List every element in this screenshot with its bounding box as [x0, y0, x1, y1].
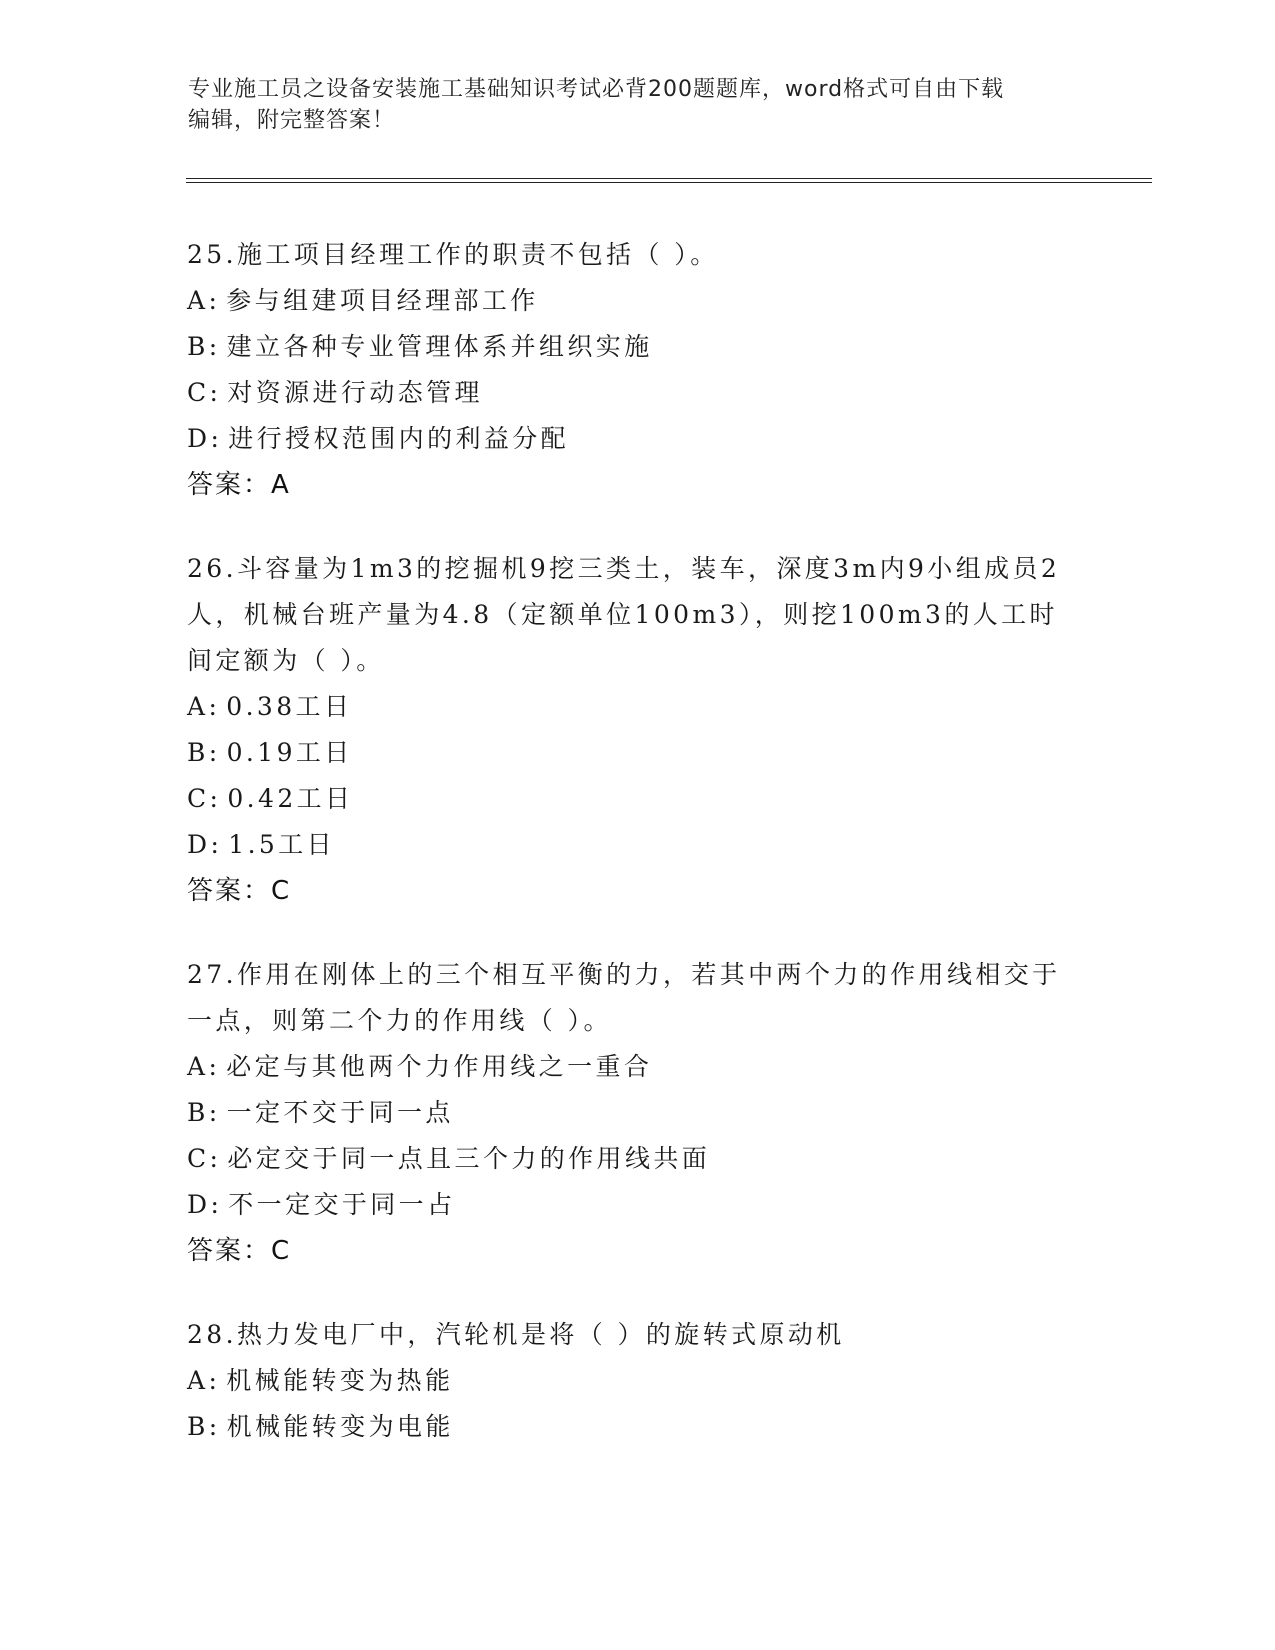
option-a: [187, 278, 1077, 324]
question-25: [187, 232, 1077, 508]
document-header: [188, 74, 1088, 136]
option-key: C:: [187, 784, 222, 813]
option-text: 对资源进行动态管理: [227, 378, 483, 407]
option-text: 必定交于同一点且三个力的作用线共面: [227, 1144, 711, 1173]
question-stem: 26.斗容量为1m3的挖掘机9挖三类土，装车，深度3m内9小组成员2人，机械台班产量为4.8（定额单位100m3），则挖100m3的人工时间定额为（ ）。: [187, 554, 1061, 675]
option-key: B:: [187, 1098, 221, 1127]
option-key: A:: [187, 692, 221, 721]
option-text: 机械能转变为电能: [226, 1412, 454, 1441]
option-text: 1.5工日: [228, 830, 336, 859]
question-stem: 25.施工项目经理工作的职责不包括（ ）。: [187, 240, 719, 269]
option-key: D:: [187, 424, 223, 453]
question-27: [187, 952, 1077, 1274]
option-c: [187, 1136, 1077, 1182]
option-b: [187, 324, 1077, 370]
option-b: [187, 1404, 1077, 1450]
option-c: [187, 370, 1077, 416]
option-d: [187, 1182, 1077, 1228]
option-key: A:: [187, 1366, 221, 1395]
option-c: [187, 776, 1077, 822]
answer-line: 答案：C: [187, 876, 292, 906]
option-text: 进行授权范围内的利益分配: [228, 424, 570, 453]
option-text: 0.19工日: [226, 738, 353, 767]
option-text: 参与组建项目经理部工作: [226, 286, 539, 315]
question-28: [187, 1312, 1077, 1450]
question-stem: 28.热力发电厂中，汽轮机是将（ ）的旋转式原动机: [187, 1320, 845, 1349]
option-b: [187, 1090, 1077, 1136]
option-d: [187, 416, 1077, 462]
header-divider-bottom: [186, 182, 1152, 183]
option-text: 机械能转变为热能: [226, 1366, 454, 1395]
option-text: 一定不交于同一点: [226, 1098, 454, 1127]
option-key: C:: [187, 378, 222, 407]
header-title-line1: 专业施工员之设备安装施工基础知识考试必背200题题库，word格式可自由下载: [188, 77, 1005, 102]
option-key: A:: [187, 1052, 221, 1081]
option-b: [187, 730, 1077, 776]
option-d: [187, 822, 1077, 868]
option-a: [187, 1044, 1077, 1090]
option-text: 建立各种专业管理体系并组织实施: [226, 332, 653, 361]
option-key: D:: [187, 830, 223, 859]
option-text: 0.42工日: [227, 784, 354, 813]
option-key: A:: [187, 286, 221, 315]
answer-line: 答案：C: [187, 1236, 292, 1266]
option-text: 0.38工日: [226, 692, 353, 721]
option-a: [187, 684, 1077, 730]
header-divider-top: [186, 178, 1152, 179]
option-key: B:: [187, 738, 221, 767]
option-text: 不一定交于同一占: [228, 1190, 456, 1219]
option-key: C:: [187, 1144, 222, 1173]
question-list: [187, 232, 1077, 1488]
header-title-line2: 编辑，附完整答案！: [188, 108, 396, 133]
question-26: [187, 546, 1077, 914]
option-a: [187, 1358, 1077, 1404]
option-key: B:: [187, 332, 221, 361]
option-key: B:: [187, 1412, 221, 1441]
answer-line: 答案：A: [187, 470, 291, 500]
option-key: D:: [187, 1190, 223, 1219]
question-stem: 27.作用在刚体上的三个相互平衡的力，若其中两个力的作用线相交于一点，则第二个力的作用线（ ）。: [187, 960, 1061, 1035]
option-text: 必定与其他两个力作用线之一重合: [226, 1052, 653, 1081]
